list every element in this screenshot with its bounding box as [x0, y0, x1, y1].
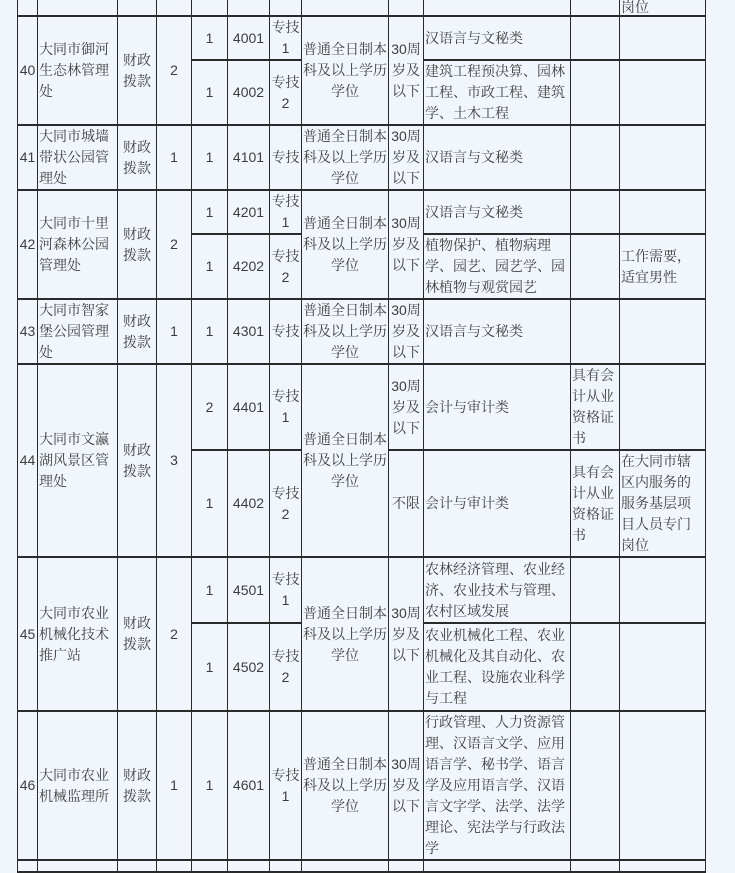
cell-cert: [571, 711, 620, 860]
table-row: [18, 125, 706, 190]
table-row: [18, 711, 706, 860]
cell-funding: 财政拨款: [118, 557, 157, 711]
cell-funding: 财政拨款: [118, 711, 157, 860]
cell-count: 1: [192, 234, 228, 299]
cell-note: [620, 557, 706, 623]
cell-count: 1: [192, 16, 228, 60]
cell-cert: [571, 623, 620, 711]
cell-unit: 大同市文瀛湖风景区管理处: [38, 364, 118, 557]
cell-num: 42: [18, 190, 38, 299]
cell-count: 1: [192, 125, 228, 190]
cell-code: 4301: [228, 299, 270, 364]
cell-total: [157, 0, 192, 16]
cell-cert: [571, 190, 620, 234]
cell-age: 30周岁及以下: [389, 16, 424, 125]
cell-unit: 大同市智家堡公园管理处: [38, 299, 118, 364]
cell-education: 普通全日制本科及以上学历学位: [302, 557, 389, 711]
cell-age: 30周岁及以下: [389, 190, 424, 299]
cell-type: [270, 860, 302, 872]
cell-unit: [38, 860, 118, 872]
cell-num: 41: [18, 125, 38, 190]
cell-note: [620, 16, 706, 60]
cell-education: [302, 0, 389, 16]
cell-note: [620, 860, 706, 872]
table-row: [18, 0, 706, 16]
cell-code: 4401: [228, 364, 270, 450]
table-row: [18, 364, 706, 450]
cell-funding: [118, 860, 157, 872]
cell-count: 1: [192, 450, 228, 557]
recruitment-table: [17, 0, 706, 873]
cell-num: 40: [18, 16, 38, 125]
cell-num: [18, 0, 38, 16]
cell-cert: [571, 16, 620, 60]
cell-note: [620, 125, 706, 190]
cell-type: 专技2: [270, 623, 302, 711]
cell-code: 4001: [228, 16, 270, 60]
cell-note: 在大同市辖区内服务的服务基层项目人员专门岗位: [620, 450, 706, 557]
cell-type: 专技1: [270, 711, 302, 860]
cell-type: 专技: [270, 125, 302, 190]
cell-type: 专技2: [270, 450, 302, 557]
cell-age: 30周岁及以下: [389, 557, 424, 711]
cell-cert: 具有会计从业资格证书: [571, 364, 620, 450]
cell-code: 4502: [228, 623, 270, 711]
cell-code: 4101: [228, 125, 270, 190]
cell-cert: [571, 60, 620, 125]
cell-count: [192, 860, 228, 872]
cell-num: [18, 860, 38, 872]
cell-major: 农业机械化工程、农业机械化及其自动化、农业工程、设施农业科学与工程: [424, 623, 571, 711]
cell-code: 4402: [228, 450, 270, 557]
cell-code: [228, 0, 270, 16]
cell-age: 不限: [389, 450, 424, 557]
cell-major: 汉语言与文秘类: [424, 190, 571, 234]
cell-major: 汉语言与文秘类: [424, 299, 571, 364]
cell-unit: 大同市农业机械化技术推广站: [38, 557, 118, 711]
cell-code: 4501: [228, 557, 270, 623]
cell-major: 植物保护、植物病理学、园艺、园艺学、园林植物与观赏园艺: [424, 234, 571, 299]
cell-age: [389, 860, 424, 872]
cell-type: 专技: [270, 299, 302, 364]
cell-education: 普通全日制本科及以上学历学位: [302, 711, 389, 860]
table-row: [18, 190, 706, 234]
cell-total: 2: [157, 557, 192, 711]
cell-education: 普通全日制本科及以上学历学位: [302, 364, 389, 557]
cell-education: 普通全日制本科及以上学历学位: [302, 125, 389, 190]
cell-total: 2: [157, 16, 192, 125]
cell-cert: [571, 557, 620, 623]
cell-cert: [571, 299, 620, 364]
cell-education: 普通全日制本科及以上学历学位: [302, 16, 389, 125]
cell-major: [424, 0, 571, 16]
table-row: [18, 557, 706, 623]
cell-funding: 财政拨款: [118, 364, 157, 557]
cell-age: [389, 0, 424, 16]
table-row: [18, 16, 706, 60]
recruitment-table-body: [18, 0, 706, 872]
cell-count: 1: [192, 190, 228, 234]
cell-count: 1: [192, 623, 228, 711]
cell-note: [620, 364, 706, 450]
cell-funding: 财政拨款: [118, 299, 157, 364]
cell-note: [620, 190, 706, 234]
cell-num: 43: [18, 299, 38, 364]
cell-major: [424, 860, 571, 872]
cell-type: 专技1: [270, 557, 302, 623]
cell-count: 1: [192, 557, 228, 623]
cell-education: 普通全日制本科及以上学历学位: [302, 190, 389, 299]
cell-code: 4601: [228, 711, 270, 860]
cell-age: 30周岁及以下: [389, 125, 424, 190]
cell-count: 1: [192, 711, 228, 860]
cell-major: 会计与审计类: [424, 450, 571, 557]
cell-education: [302, 860, 389, 872]
cell-major: 汉语言与文秘类: [424, 16, 571, 60]
cell-type: 专技2: [270, 60, 302, 125]
cell-count: 1: [192, 299, 228, 364]
cell-unit: 大同市御河生态林管理处: [38, 16, 118, 125]
cell-note: [620, 711, 706, 860]
cell-count: 2: [192, 364, 228, 450]
cell-note: 岗位: [620, 0, 706, 16]
cell-cert: 具有会计从业资格证书: [571, 450, 620, 557]
cell-major: 行政管理、人力资源管理、汉语言文学、应用语言学、秘书学、语言学及应用语言学、汉语言文字学、法学、法学理论、宪法学与行政法学: [424, 711, 571, 860]
cell-major: 会计与审计类: [424, 364, 571, 450]
cell-type: 专技1: [270, 190, 302, 234]
cell-cert: [571, 0, 620, 16]
cell-note: [620, 623, 706, 711]
cell-major: 建筑工程预决算、园林工程、市政工程、建筑学、土木工程: [424, 60, 571, 125]
cell-education: 普通全日制本科及以上学历学位: [302, 299, 389, 364]
cell-note: 工作需要，适宜男性: [620, 234, 706, 299]
page: [17, 0, 706, 873]
cell-num: 44: [18, 364, 38, 557]
cell-note: [620, 299, 706, 364]
cell-num: 46: [18, 711, 38, 860]
table-row: [18, 299, 706, 364]
cell-cert: [571, 234, 620, 299]
cell-type: 专技1: [270, 364, 302, 450]
cell-note: [620, 60, 706, 125]
cell-num: 45: [18, 557, 38, 711]
cell-total: 1: [157, 125, 192, 190]
cell-unit: 大同市十里河森林公园管理处: [38, 190, 118, 299]
cell-unit: 大同市城墙带状公园管理处: [38, 125, 118, 190]
cell-code: [228, 860, 270, 872]
table-row: [18, 860, 706, 872]
cell-type: 专技1: [270, 16, 302, 60]
cell-unit: [38, 0, 118, 16]
cell-unit: 大同市农业机械监理所: [38, 711, 118, 860]
cell-age: 30周岁及以下: [389, 364, 424, 450]
cell-total: 3: [157, 364, 192, 557]
cell-code: 4002: [228, 60, 270, 125]
cell-code: 4201: [228, 190, 270, 234]
cell-count: 1: [192, 60, 228, 125]
cell-type: 专技2: [270, 234, 302, 299]
cell-count: [192, 0, 228, 16]
cell-total: 1: [157, 299, 192, 364]
cell-total: 1: [157, 711, 192, 860]
cell-major: 农林经济管理、农业经济、农业技术与管理、农村区域发展: [424, 557, 571, 623]
cell-funding: 财政拨款: [118, 190, 157, 299]
cell-total: 2: [157, 190, 192, 299]
cell-code: 4202: [228, 234, 270, 299]
cell-type: [270, 0, 302, 16]
cell-age: 30周岁及以下: [389, 299, 424, 364]
cell-total: [157, 860, 192, 872]
cell-funding: 财政拨款: [118, 125, 157, 190]
cell-cert: [571, 860, 620, 872]
cell-age: 30周岁及以下: [389, 711, 424, 860]
cell-major: 汉语言与文秘类: [424, 125, 571, 190]
cell-funding: [118, 0, 157, 16]
cell-funding: 财政拨款: [118, 16, 157, 125]
cell-cert: [571, 125, 620, 190]
